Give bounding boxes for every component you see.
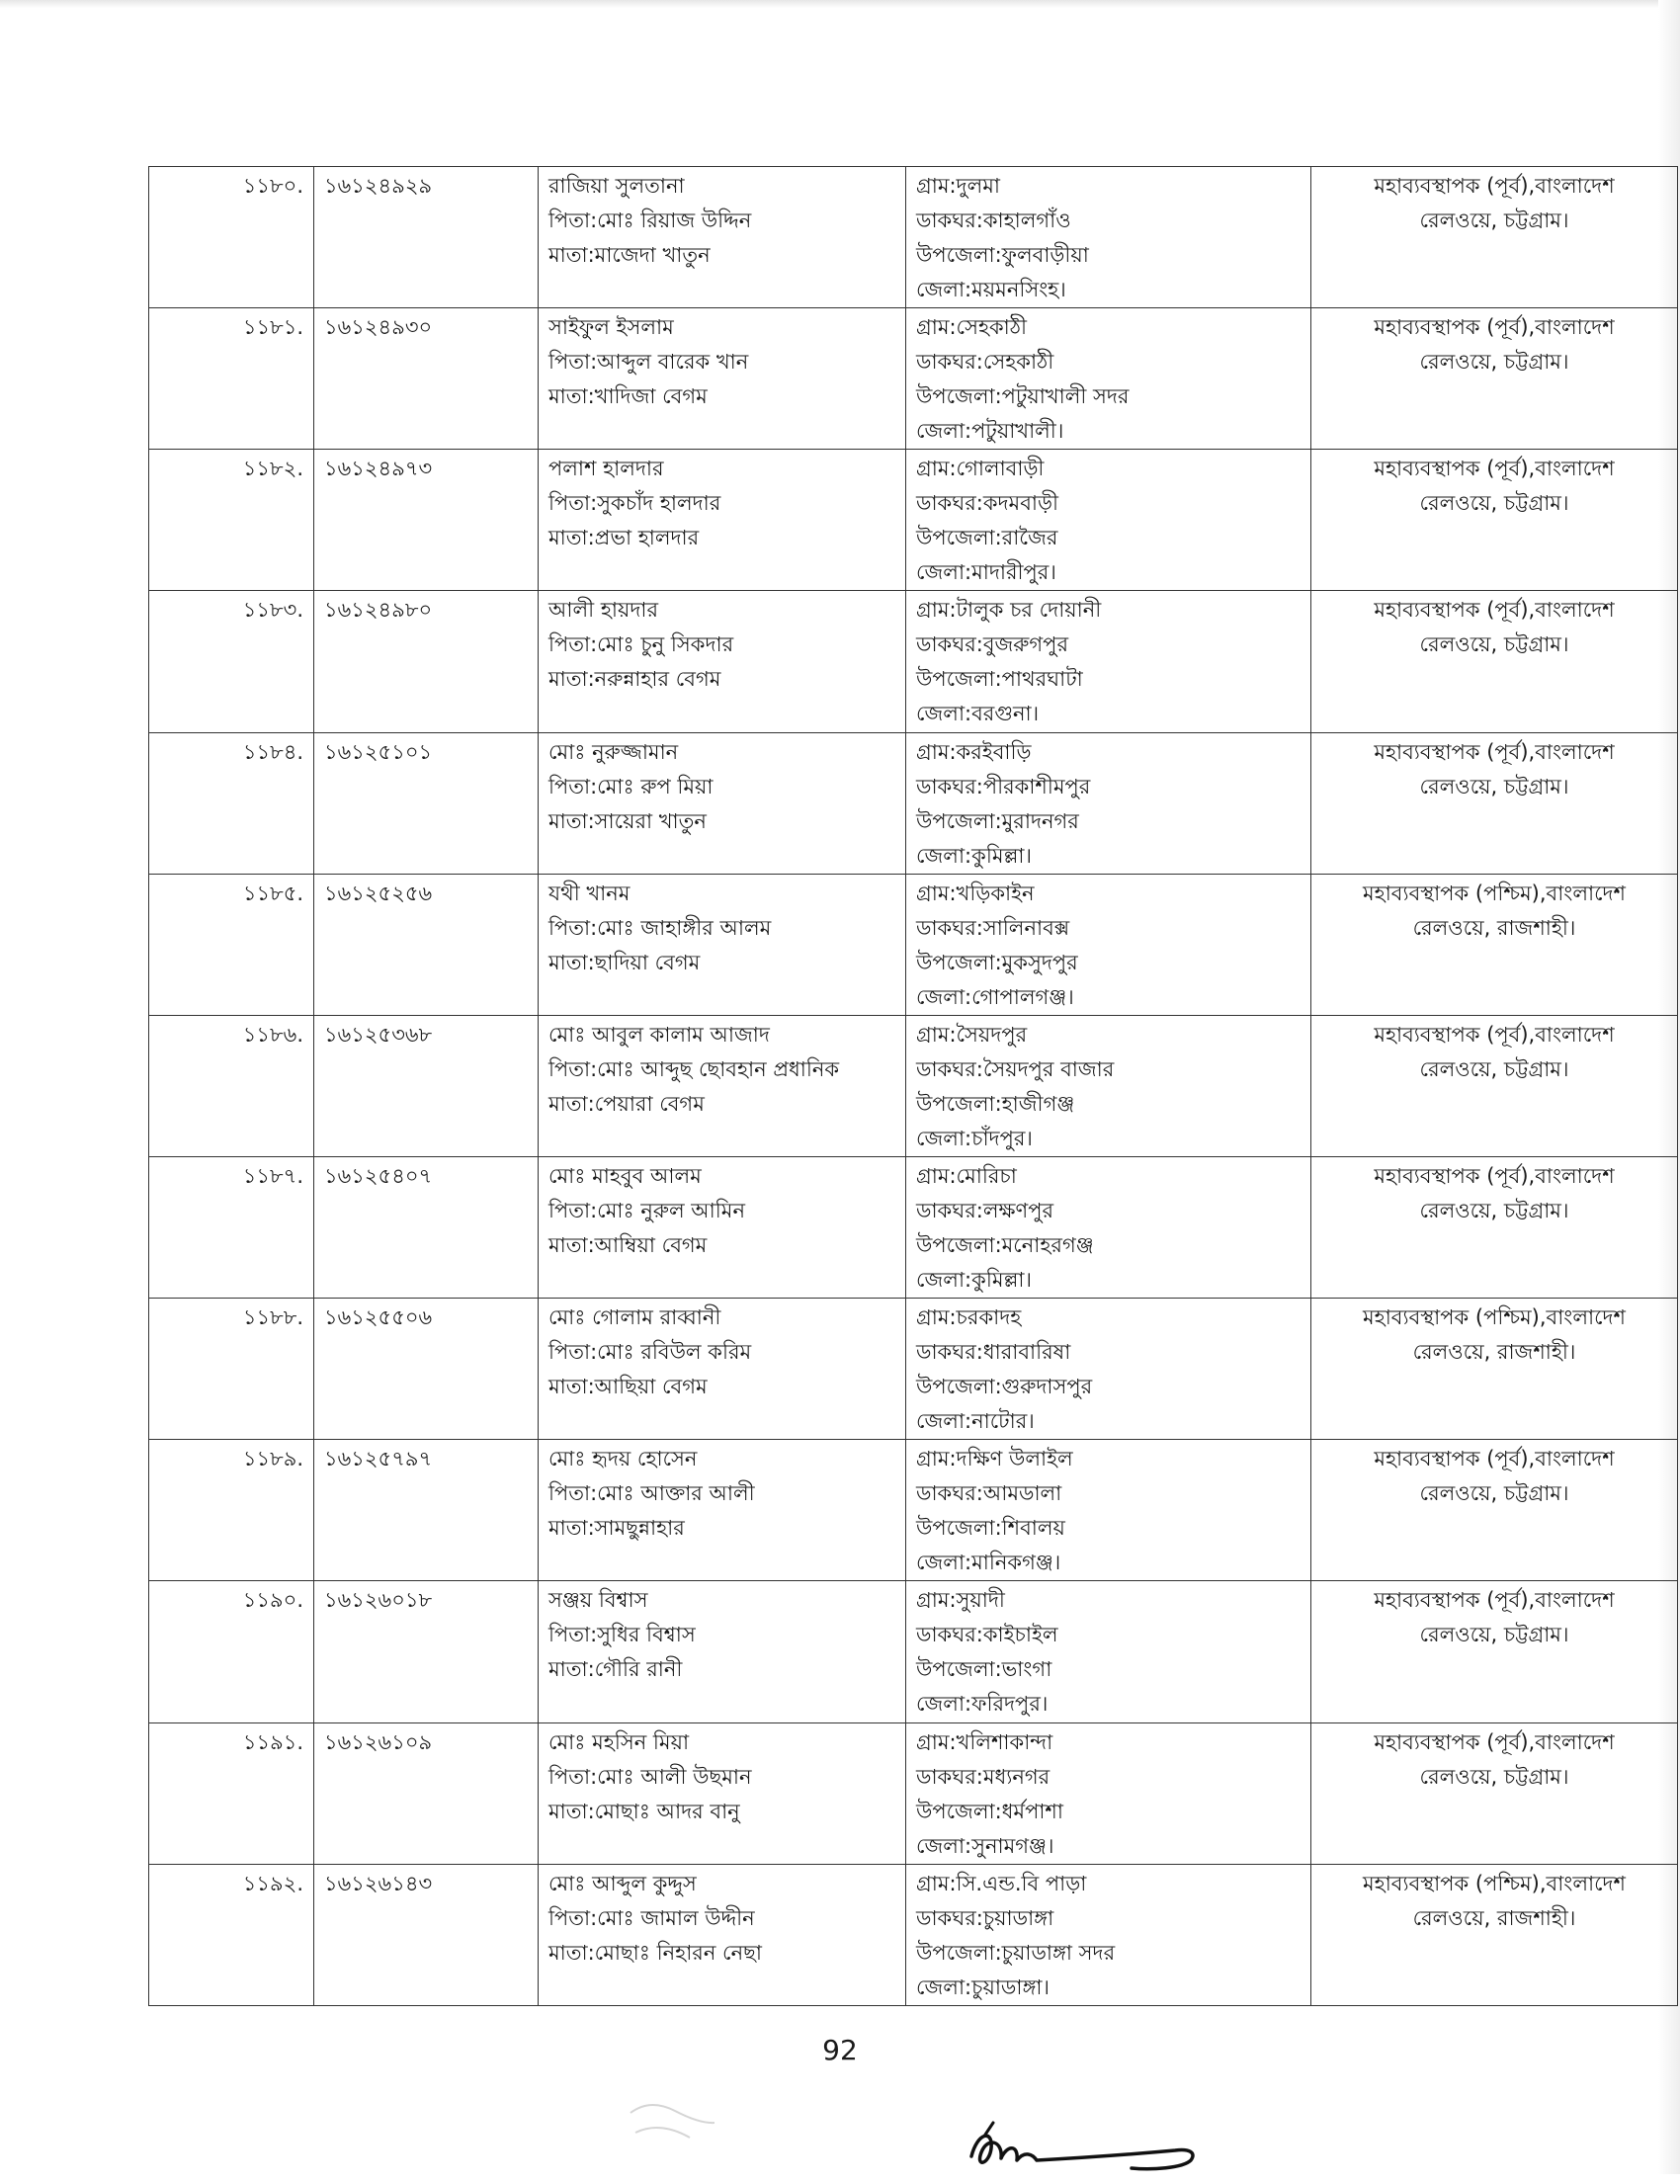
serial-cell — [149, 1722, 314, 1864]
serial-cell — [149, 1440, 314, 1581]
roll-cell — [314, 167, 539, 308]
serial-number: ১১৮১. — [242, 315, 303, 340]
mother-name: মাতা:ছাদিয়া বেগম — [548, 950, 701, 974]
post-office: ডাকঘর:আমডালা — [916, 1481, 1062, 1506]
upazila: উপজেলা:ভাংগা — [916, 1657, 1052, 1682]
office-cell — [1311, 1299, 1678, 1440]
candidate-name: মোঃ আব্দুল কুদ্দুস — [548, 1871, 697, 1895]
address-cell — [906, 308, 1311, 450]
serial-cell — [149, 450, 314, 591]
address-cell — [906, 1864, 1311, 2005]
table-row — [149, 874, 1678, 1015]
district: জেলা:গোপালগঞ্জ। — [916, 984, 1074, 1009]
office-line-1: মহাব্যবস্থাপক (পূর্ব),বাংলাদেশ — [1374, 1729, 1615, 1754]
post-office: ডাকঘর:মধ্যনগর — [916, 1764, 1050, 1789]
name-cell — [539, 1299, 906, 1440]
district: জেলা:ফরিদপুর। — [916, 1692, 1049, 1717]
roll-number: ১৬১২৫১০১ — [324, 739, 433, 764]
mother-name: মাতা:পেয়ারা বেগম — [548, 1091, 705, 1116]
candidate-name: মোঃ আবুল কালাম আজাদ — [548, 1022, 770, 1047]
office-line-1: মহাব্যবস্থাপক (পূর্ব),বাংলাদেশ — [1374, 1447, 1615, 1471]
village: গ্রাম:খলিশাকান্দা — [916, 1729, 1053, 1754]
address-cell — [906, 1299, 1311, 1440]
father-name: পিতা:মোঃ রিয়াজ উদ্দিন — [548, 209, 752, 232]
office-line-1: মহাব্যবস্থাপক (পূর্ব),বাংলাদেশ — [1374, 174, 1615, 198]
serial-number: ১১৮০. — [242, 174, 303, 198]
district: জেলা:চুয়াডাঙ্গা। — [916, 1974, 1050, 1999]
office-cell — [1311, 1156, 1678, 1298]
office-line-2: রেলওয়ে, রাজশাহী। — [1412, 1340, 1576, 1365]
district: জেলা:বরগুনা। — [916, 702, 1040, 726]
roll-cell — [314, 1156, 539, 1298]
table-row — [149, 450, 1678, 591]
serial-cell — [149, 1581, 314, 1722]
mother-name: মাতা:খাদিজা বেগম — [548, 384, 708, 409]
candidate-name: মোঃ হৃদয় হোসেন — [548, 1447, 698, 1471]
office-cell — [1311, 1722, 1678, 1864]
roll-number: ১৬১২৫৫০৬ — [324, 1305, 433, 1330]
office-cell — [1311, 1015, 1678, 1156]
village: গ্রাম:সি.এন্ড.বি পাড়া — [916, 1871, 1087, 1895]
post-office: ডাকঘর:বুজরুগপুর — [916, 632, 1068, 657]
upazila: উপজেলা:শিবালয় — [916, 1516, 1065, 1541]
roll-number: ১৬১২৪৯৩০ — [324, 315, 433, 340]
roll-number: ১৬১২৬১০৯ — [324, 1729, 433, 1754]
table-row — [149, 732, 1678, 874]
upazila: উপজেলা:মনোহরগঞ্জ — [916, 1232, 1094, 1257]
office-line-1: মহাব্যবস্থাপক (পশ্চিম),বাংলাদেশ — [1363, 1305, 1626, 1330]
office-cell — [1311, 1864, 1678, 2005]
table-row — [149, 308, 1678, 450]
district: জেলা:মাদারীপুর। — [916, 560, 1056, 585]
office-cell — [1311, 732, 1678, 874]
post-office: ডাকঘর:পীরকাশীমপুর — [916, 774, 1091, 798]
address-cell — [906, 1581, 1311, 1722]
father-name: পিতা:মোঃ চুনু সিকদার — [548, 632, 734, 657]
office-line-1: মহাব্যবস্থাপক (পূর্ব),বাংলাদেশ — [1374, 1588, 1615, 1613]
roll-number: ১৬১২৪৯৭৩ — [324, 457, 433, 481]
page-number: 92 — [822, 2034, 858, 2066]
office-line-1: মহাব্যবস্থাপক (পূর্ব),বাংলাদেশ — [1374, 457, 1615, 481]
mother-name: মাতা:সায়েরা খাতুন — [548, 808, 707, 833]
upazila: উপজেলা:পটুয়াখালী সদর — [916, 384, 1130, 409]
table-row — [149, 1440, 1678, 1581]
office-line-2: রেলওয়ে, চট্টগ্রাম। — [1419, 632, 1569, 657]
father-name: পিতা:সুধির বিশ্বাস — [548, 1623, 696, 1647]
name-cell — [539, 1864, 906, 2005]
village: গ্রাম:দুলমা — [916, 174, 1000, 198]
roll-number: ১৬১২৪৯৮০ — [324, 598, 433, 623]
serial-cell — [149, 167, 314, 308]
name-cell — [539, 1015, 906, 1156]
post-office: ডাকঘর:সেহকাঠী — [916, 350, 1054, 375]
address-cell — [906, 1156, 1311, 1298]
father-name: পিতা:মোঃ আব্দুছ ছোবহান প্রধানিক — [548, 1056, 840, 1081]
name-cell — [539, 450, 906, 591]
village: গ্রাম:মোরিচা — [916, 1163, 1017, 1188]
table-row — [149, 1864, 1678, 2005]
father-name: পিতা:মোঃ জাহাঙ্গীর আলম — [548, 915, 772, 940]
address-cell — [906, 167, 1311, 308]
candidate-name: রাজিয়া সুলতানা — [548, 174, 685, 198]
office-line-2: রেলওয়ে, রাজশাহী। — [1412, 1905, 1576, 1930]
office-cell — [1311, 1581, 1678, 1722]
serial-number: ১১৯১. — [242, 1729, 303, 1754]
mother-name: মাতা:মোছাঃ নিহারন নেছা — [548, 1940, 762, 1965]
candidate-name: মোঃ গোলাম রাব্বানী — [548, 1305, 721, 1330]
roll-cell — [314, 1299, 539, 1440]
post-office: ডাকঘর:ধারাবারিষা — [916, 1340, 1071, 1365]
table-row — [149, 1299, 1678, 1440]
serial-number: ১১৯০. — [242, 1588, 303, 1613]
post-office: ডাকঘর:সালিনাবক্স — [916, 915, 1070, 940]
post-office: ডাকঘর:কাইচাইল — [916, 1623, 1058, 1647]
district: জেলা:কুমিল্লা। — [916, 843, 1033, 868]
office-line-2: রেলওয়ে, রাজশাহী। — [1412, 915, 1576, 940]
table-row — [149, 591, 1678, 732]
name-cell — [539, 167, 906, 308]
village: গ্রাম:চরকাদহ — [916, 1305, 1022, 1330]
upazila: উপজেলা:চুয়াডাঙ্গা সদর — [916, 1940, 1116, 1965]
serial-number: ১১৮৫. — [242, 881, 303, 905]
father-name: পিতা:মোঃ নুরুল আমিন — [548, 1198, 745, 1222]
office-line-2: রেলওয়ে, চট্টগ্রাম। — [1419, 1198, 1569, 1222]
mother-name: মাতা:নরুন্নাহার বেগম — [548, 667, 721, 692]
village: গ্রাম:সুয়াদী — [916, 1588, 1005, 1613]
address-cell — [906, 591, 1311, 732]
roll-cell — [314, 1440, 539, 1581]
address-cell — [906, 732, 1311, 874]
office-line-2: রেলওয়ে, চট্টগ্রাম। — [1419, 209, 1569, 232]
table-row — [149, 1722, 1678, 1864]
serial-number: ১১৮৯. — [242, 1447, 303, 1471]
post-office: ডাকঘর:কদমবাড়ী — [916, 491, 1058, 516]
village: গ্রাম:খড়িকাইন — [916, 881, 1035, 905]
roll-cell — [314, 1864, 539, 2005]
serial-cell — [149, 1864, 314, 2005]
address-cell — [906, 874, 1311, 1015]
post-office: ডাকঘর:চুয়াডাঙ্গা — [916, 1905, 1054, 1930]
upazila: উপজেলা:হাজীগঞ্জ — [916, 1091, 1075, 1116]
candidate-name: সাইফুল ইসলাম — [548, 315, 674, 340]
father-name: পিতা:মোঃ রবিউল করিম — [548, 1340, 752, 1365]
office-line-1: মহাব্যবস্থাপক (পূর্ব),বাংলাদেশ — [1374, 739, 1615, 764]
father-name: পিতা:মোঃ রুপ মিয়া — [548, 774, 714, 798]
mother-name: মাতা:গৌরি রানী — [548, 1657, 683, 1682]
post-office: ডাকঘর:কাহালগাঁও — [916, 209, 1071, 232]
office-line-1: মহাব্যবস্থাপক (পূর্ব),বাংলাদেশ — [1374, 1163, 1615, 1188]
office-cell — [1311, 450, 1678, 591]
roll-cell — [314, 1015, 539, 1156]
roll-cell — [314, 308, 539, 450]
office-line-2: রেলওয়ে, চট্টগ্রাম। — [1419, 1481, 1569, 1506]
name-cell — [539, 732, 906, 874]
village: গ্রাম:করইবাড়ি — [916, 739, 1032, 764]
roll-number: ১৬১২৫২৫৬ — [324, 881, 433, 905]
candidate-table-body — [149, 167, 1678, 2006]
father-name: পিতা:মোঃ আলী উছমান — [548, 1764, 752, 1789]
post-office: ডাকঘর:লক্ষণপুর — [916, 1198, 1054, 1222]
name-cell — [539, 1581, 906, 1722]
serial-number: ১১৮৩. — [242, 598, 303, 623]
candidate-name: মোঃ মাহবুব আলম — [548, 1163, 702, 1188]
district: জেলা:পটুয়াখালী। — [916, 419, 1064, 444]
mother-name: মাতা:মোছাঃ আদর বানু — [548, 1799, 740, 1823]
village: গ্রাম:টালুক চর দোয়ানী — [916, 598, 1102, 623]
district: জেলা:মানিকগঞ্জ। — [916, 1551, 1061, 1575]
village: গ্রাম:দক্ষিণ উলাইল — [916, 1447, 1073, 1471]
name-cell — [539, 1440, 906, 1581]
father-name: পিতা:আব্দুল বারেক খান — [548, 350, 749, 375]
mother-name: মাতা:সামছুন্নাহার — [548, 1516, 685, 1541]
father-name: পিতা:মোঃ আক্তার আলী — [548, 1481, 755, 1506]
name-cell — [539, 1722, 906, 1864]
address-cell — [906, 1015, 1311, 1156]
roll-cell — [314, 591, 539, 732]
district: জেলা:ময়মনসিংহ। — [916, 278, 1066, 301]
serial-cell — [149, 1299, 314, 1440]
serial-number: ১১৮৮. — [242, 1305, 303, 1330]
district: জেলা:সুনামগঞ্জ। — [916, 1833, 1054, 1858]
serial-cell — [149, 591, 314, 732]
scan-top-edge — [0, 0, 1680, 8]
upazila: উপজেলা:মুকসুদপুর — [916, 950, 1078, 974]
father-name: পিতা:সুকচাঁদ হালদার — [548, 491, 721, 516]
upazila: উপজেলা:রাজৈর — [916, 526, 1058, 550]
roll-cell — [314, 732, 539, 874]
office-cell — [1311, 591, 1678, 732]
mother-name: মাতা:আছিয়া বেগম — [548, 1375, 708, 1399]
roll-cell — [314, 450, 539, 591]
district: জেলা:চাঁদপুর। — [916, 1126, 1033, 1150]
upazila: উপজেলা:পাথরঘাটা — [916, 667, 1083, 692]
office-line-1: মহাব্যবস্থাপক (পূর্ব),বাংলাদেশ — [1374, 315, 1615, 340]
office-line-2: রেলওয়ে, চট্টগ্রাম। — [1419, 1623, 1569, 1647]
office-cell — [1311, 874, 1678, 1015]
candidate-name: পলাশ হালদার — [548, 457, 664, 481]
roll-number: ১৬১২৬০১৮ — [324, 1588, 433, 1613]
office-line-1: মহাব্যবস্থাপক (পূর্ব),বাংলাদেশ — [1374, 598, 1615, 623]
address-cell — [906, 450, 1311, 591]
roll-cell — [314, 1722, 539, 1864]
office-cell — [1311, 167, 1678, 308]
roll-cell — [314, 1581, 539, 1722]
serial-number: ১১৮৬. — [242, 1022, 303, 1047]
candidate-table — [148, 166, 1678, 2006]
upazila: উপজেলা:ধর্মপাশা — [916, 1799, 1063, 1823]
serial-number: ১১৯২. — [242, 1871, 303, 1895]
office-line-2: রেলওয়ে, চট্টগ্রাম। — [1419, 1764, 1569, 1789]
office-line-2: রেলওয়ে, চট্টগ্রাম। — [1419, 774, 1569, 798]
upazila: উপজেলা:ফুলবাড়ীয়া — [916, 243, 1089, 267]
table-row — [149, 1156, 1678, 1298]
office-line-1: মহাব্যবস্থাপক (পশ্চিম),বাংলাদেশ — [1363, 1871, 1626, 1895]
serial-number: ১১৮৭. — [242, 1163, 303, 1188]
name-cell — [539, 308, 906, 450]
table-row — [149, 167, 1678, 308]
address-cell — [906, 1440, 1311, 1581]
office-line-2: রেলওয়ে, চট্টগ্রাম। — [1419, 491, 1569, 516]
office-cell — [1311, 1440, 1678, 1581]
name-cell — [539, 1156, 906, 1298]
address-cell — [906, 1722, 1311, 1864]
roll-number: ১৬১২৪৯২৯ — [324, 174, 433, 198]
serial-number: ১১৮২. — [242, 457, 303, 481]
post-office: ডাকঘর:সৈয়দপুর বাজার — [916, 1056, 1115, 1081]
roll-cell — [314, 874, 539, 1015]
serial-cell — [149, 1015, 314, 1156]
mother-name: মাতা:আম্বিয়া বেগম — [548, 1232, 708, 1257]
village: গ্রাম:সৈয়দপুর — [916, 1022, 1028, 1047]
serial-cell — [149, 874, 314, 1015]
candidate-name: যথী খানম — [548, 881, 630, 905]
father-name: পিতা:মোঃ জামাল উদ্দীন — [548, 1905, 755, 1930]
serial-cell — [149, 308, 314, 450]
upazila: উপজেলা:গুরুদাসপুর — [916, 1375, 1093, 1399]
village: গ্রাম:সেহকাঠী — [916, 315, 1027, 340]
candidate-name: মোঃ নুরুজ্জামান — [548, 739, 679, 764]
mother-name: মাতা:মাজেদা খাতুন — [548, 243, 711, 267]
table-row — [149, 1015, 1678, 1156]
table-row — [149, 1581, 1678, 1722]
office-line-1: মহাব্যবস্থাপক (পশ্চিম),বাংলাদেশ — [1363, 881, 1626, 905]
serial-cell — [149, 1156, 314, 1298]
roll-number: ১৬১২৫৪০৭ — [324, 1163, 433, 1188]
office-line-1: মহাব্যবস্থাপক (পূর্ব),বাংলাদেশ — [1374, 1022, 1615, 1047]
candidate-name: আলী হায়দার — [548, 598, 658, 623]
candidate-name: মোঃ মহসিন মিয়া — [548, 1729, 690, 1754]
district: জেলা:কুমিল্লা। — [916, 1267, 1033, 1292]
office-cell — [1311, 308, 1678, 450]
district: জেলা:নাটোর। — [916, 1409, 1035, 1434]
office-line-2: রেলওয়ে, চট্টগ্রাম। — [1419, 350, 1569, 375]
serial-number: ১১৮৪. — [242, 739, 303, 764]
mother-name: মাতা:প্রভা হালদার — [548, 526, 700, 550]
roll-number: ১৬১২৬১৪৩ — [324, 1871, 433, 1895]
village: গ্রাম:গোলাবাড়ী — [916, 457, 1045, 481]
name-cell — [539, 874, 906, 1015]
roll-number: ১৬১২৫৭৯৭ — [324, 1447, 433, 1471]
roll-number: ১৬১২৫৩৬৮ — [324, 1022, 433, 1047]
name-cell — [539, 591, 906, 732]
serial-cell — [149, 732, 314, 874]
faint-stamp-mark — [621, 2093, 719, 2152]
office-line-2: রেলওয়ে, চট্টগ্রাম। — [1419, 1056, 1569, 1081]
upazila: উপজেলা:মুরাদনগর — [916, 808, 1079, 833]
candidate-name: সঞ্জয় বিশ্বাস — [548, 1588, 648, 1613]
